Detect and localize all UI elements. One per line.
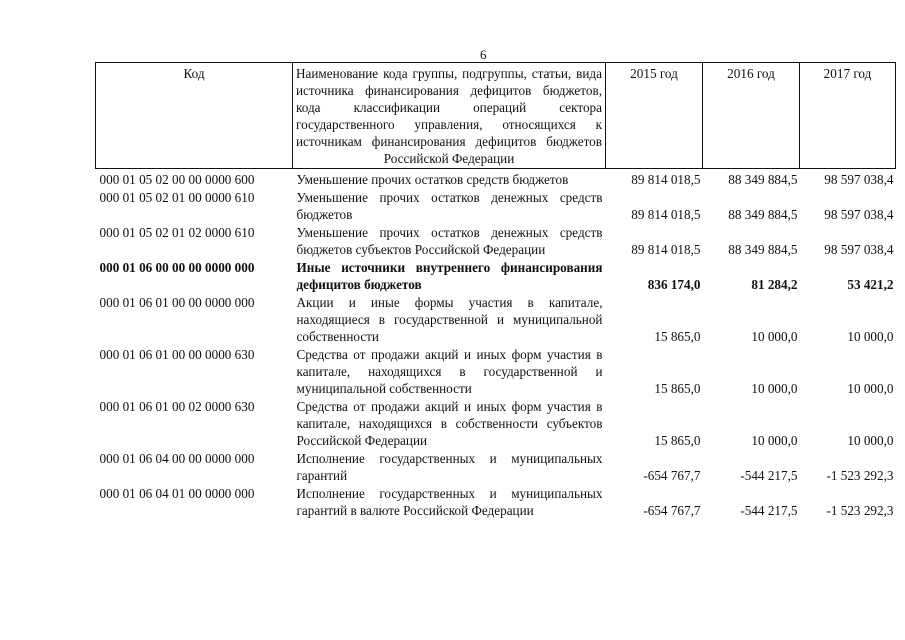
table-row xyxy=(96,450,896,485)
row-value-2017: 53 421,2 xyxy=(847,277,894,292)
row-value-2016: -544 217,5 xyxy=(740,503,798,518)
table-row xyxy=(96,398,896,450)
page-number: 6 xyxy=(480,47,487,62)
row-value-2016: 81 284,2 xyxy=(751,277,798,292)
row-value-2017: 10 000,0 xyxy=(847,381,894,396)
row-name: Акции и иные формы участия в капитале, находящиеся в государственной и муниципальной собственности xyxy=(296,295,603,344)
row-code: 000 01 06 01 00 02 0000 630 xyxy=(99,399,255,414)
column-header-2016: 2016 год xyxy=(703,63,800,169)
table-row xyxy=(96,485,896,520)
row-value-2016: 10 000,0 xyxy=(751,329,798,344)
row-name: Уменьшение прочих остатков денежных средств бюджетов xyxy=(296,190,603,222)
table-row xyxy=(96,224,896,259)
row-value-2015: 89 814 018,5 xyxy=(631,207,701,222)
row-name: Иные источники внутреннего финансирования дефицитов бюджетов xyxy=(296,260,603,292)
row-value-2017: 98 597 038,4 xyxy=(824,172,894,187)
column-header-2015: 2015 год xyxy=(606,63,703,169)
row-code: 000 01 05 02 01 02 0000 610 xyxy=(99,225,255,240)
row-code: 000 01 06 04 00 00 0000 000 xyxy=(99,451,255,466)
row-value-2015: 836 174,0 xyxy=(647,277,701,292)
column-header-code: Код xyxy=(96,63,293,169)
row-value-2017: 98 597 038,4 xyxy=(824,207,894,222)
table-row xyxy=(96,169,896,190)
row-value-2015: 15 865,0 xyxy=(654,433,701,448)
row-name: Средства от продажи акций и иных форм участия в капитале, находящихся в собственности субъектов Российской Федерации xyxy=(296,399,603,448)
row-value-2017: -1 523 292,3 xyxy=(826,503,894,518)
row-value-2016: -544 217,5 xyxy=(740,468,798,483)
row-name: Уменьшение прочих остатков денежных средств бюджетов субъектов Российской Федерации xyxy=(296,225,603,257)
table-row-section xyxy=(96,259,896,294)
budget-sources-table xyxy=(95,62,896,520)
row-value-2015: 15 865,0 xyxy=(654,381,701,396)
row-value-2015: 89 814 018,5 xyxy=(631,172,701,187)
row-value-2017: 10 000,0 xyxy=(847,433,894,448)
table-header-row xyxy=(96,63,896,169)
column-header-2017: 2017 год xyxy=(800,63,896,169)
row-code: 000 01 06 01 00 00 0000 630 xyxy=(99,347,255,362)
table-row xyxy=(96,346,896,398)
row-code: 000 01 06 00 00 00 0000 000 xyxy=(99,260,255,275)
row-value-2017: 98 597 038,4 xyxy=(824,242,894,257)
row-value-2016: 88 349 884,5 xyxy=(728,207,798,222)
row-name: Уменьшение прочих остатков средств бюджетов xyxy=(296,172,569,187)
table-row xyxy=(96,294,896,346)
row-code: 000 01 06 04 01 00 0000 000 xyxy=(99,486,255,501)
row-value-2015: -654 767,7 xyxy=(643,468,701,483)
row-value-2016: 10 000,0 xyxy=(751,433,798,448)
row-value-2016: 88 349 884,5 xyxy=(728,172,798,187)
row-name: Исполнение государственных и муниципальных гарантий xyxy=(296,451,603,483)
row-name: Средства от продажи акций и иных форм участия в капитале, находящихся в государственной и муниципальной собственности xyxy=(296,347,603,396)
row-value-2015: 89 814 018,5 xyxy=(631,242,701,257)
row-code: 000 01 06 01 00 00 0000 000 xyxy=(99,295,255,310)
row-value-2017: 10 000,0 xyxy=(847,329,894,344)
row-name: Исполнение государственных и муниципальных гарантий в валюте Российской Федерации xyxy=(296,486,603,518)
row-value-2016: 88 349 884,5 xyxy=(728,242,798,257)
row-code: 000 01 05 02 00 00 0000 600 xyxy=(99,172,255,187)
column-header-name: Наименование кода группы, подгруппы, статьи, вида источника финансирования дефицитов бюджетов, кода классификации операций сектора государственного управления, относящихся к источникам финансирования дефицитов бюджетов Российской Федерации xyxy=(293,63,606,169)
table-header xyxy=(96,63,896,169)
row-value-2015: -654 767,7 xyxy=(643,503,701,518)
table-body xyxy=(96,169,896,521)
row-value-2017: -1 523 292,3 xyxy=(826,468,894,483)
row-code: 000 01 05 02 01 00 0000 610 xyxy=(99,190,255,205)
table-row xyxy=(96,189,896,224)
row-value-2015: 15 865,0 xyxy=(654,329,701,344)
row-value-2016: 10 000,0 xyxy=(751,381,798,396)
